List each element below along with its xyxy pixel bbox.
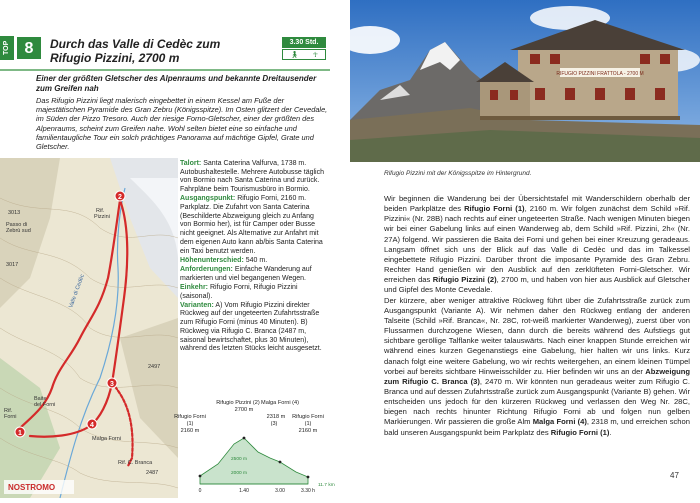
einkehr-text: Rifugio Forni, Rifugio Pizzini (saisonal). [180, 283, 298, 300]
map-label-branca: Rif. C. Branca [118, 460, 153, 466]
map-label-forni: Forni [4, 414, 17, 420]
map-label-baite-2: del Forni [34, 402, 56, 408]
waypoint-2: 2 [118, 194, 122, 201]
body-part-6: Abzweigung zum Rifugio C. Branca (3) [384, 366, 690, 386]
intro-text: Das Rifugio Pizzini liegt malerisch eingebettet in einem Kessel am Fuße der majestätischen Pyramide des Gran Zebru (Königsspitze). Im Osten glitzert der Cevedale, im Süden der Pizzo Tresoro. Auch der riesige Forno-Gletscher, einer der größten des Alpenraums, scheint zum Greifen nahe. Wohl selten bietet eine so einfache und familientaugliche Tour ein solch prächtiges Panorama auf mächtige Gipfel, Grate und Gletscher. [36, 96, 328, 152]
body-part-0: Wir beginnen die Wanderung bei der Übersichtstafel mit Wanderschildern oberhalb der beiden Parkplätze des [384, 194, 690, 214]
route-map [0, 158, 178, 498]
map-label-baite: Baite [34, 396, 47, 402]
route-description [384, 194, 690, 438]
profile-label-1-name: Rifugio Pizzini (2) [216, 400, 260, 406]
profile-label-3-elev: 2160 m [298, 428, 318, 434]
tour-icons [282, 49, 326, 60]
header-divider [0, 69, 330, 71]
body-part-9: , 2318 m, und erreichen schon bald unseren Ausgangspunkt beim Parkplatz des [384, 417, 690, 437]
map-label-passo-2: Zebrù sud [6, 228, 31, 234]
profile-area [200, 438, 308, 484]
varianten-text-b: B) Rückweg via Rifugio C. Branca (2487 m, saisonal bewirtschaftet, plus 30 Minuten), während des letzten Stücks leicht ausgesetzt. [180, 319, 322, 353]
body-part-1: Rifugio Forni (1) [464, 204, 525, 214]
waypoint-4: 4 [90, 422, 94, 429]
hoehen-text: 540 m. [245, 256, 268, 264]
body-part-2: , 2160 m. Wir folgen zunächst dem Schild »Rif. Pizzini« (Nr. 28B) nach rechts auf einer ungeteerten Straße. Nach wenigen Minuten biegen wir bei einer Gabelung links auf einen Wanderweg ab, dem Schild »Rif. Pizzini, 2h« (Nr. 27A) folgend. Wir passieren die Baita dei Forni und gehen bei einer Kreuzung geradeaus. Langsam öffnet sich uns der Blick auf das Valle di Cedèc und das im Talkessel eingebettete Rifugio Pizzini. Darüber thront die imposante Pyramide des Gran Zebru. Rechter Hand genießen wir den Ausblick auf den zerklüfteten Forni-Gletscher. Wir erreichen das [384, 204, 690, 285]
photo-caption: Rifugio Pizzini mit der Königsspitze im Hintergrund. [384, 170, 532, 177]
profile-label-2-num: (3) [270, 421, 278, 427]
map-label-3017: 3017 [6, 262, 19, 268]
map-label-pizzini: Rif. [96, 208, 105, 214]
talort-text: Santa Caterina Valfurva, 1738 m. Autobushaltestelle. Mehrere Autobusse täglich von Bormio nach Santa Caterina und zurück. Fahrpläne beim Tourismusbüro in Bormio. [180, 160, 324, 194]
varianten-label: Varianten: [180, 301, 214, 309]
einkehr-label: Einkehr: [180, 283, 209, 291]
top-tag: TOP [0, 36, 14, 60]
map-label-rif: Rif. [4, 408, 13, 414]
right-page [350, 0, 700, 498]
map-label-passo: Passo di [6, 222, 28, 228]
hiker-icon: 🚶︎ [289, 51, 299, 59]
tour-number: 8 [16, 36, 42, 60]
hut-sign: RIFUGIO PIZZINI FRATTOLA - 2700 M [556, 71, 644, 77]
tour-title [50, 37, 270, 65]
profile-label-1-elev: 2700 m [234, 407, 254, 413]
map-label-3013: 3013 [8, 210, 21, 216]
talort-label: Talort: [180, 160, 202, 167]
map-label-2487: 2487 [146, 470, 159, 476]
family-icon: ☥ [312, 51, 319, 59]
tour-title-line1: Durch das Valle di Cedèc zum [50, 37, 221, 51]
profile-label-3-num: (1) [304, 421, 312, 427]
body-part-7: , 2470 m. Wir könnten nun geradeaus weiter zum Rifugio C. Branca und auf dessen Zufahrtsstraße zurück zum Ausgangspunkt (Variante B) gehen. Wir entscheiden uns jedoch für den kürzeren Rückweg und verlassen den Weg Nr. 28C, biegen nach rechts hinunter Richtung Rifugio Forni ab und folgen nun gelben Markierungen. Wir passieren die große Alm [384, 376, 690, 427]
profile-distance: 11.7 km [318, 483, 335, 488]
profile-label-3-name: Rifugio Forni [292, 414, 324, 420]
elevation-profile [174, 398, 335, 498]
map-label-valle: Valle di Cedèc [68, 273, 86, 309]
body-part-10: Rifugio Forni (1) [550, 427, 610, 437]
info-column [180, 160, 326, 354]
body-part-3: Rifugio Pizzini (2) [432, 275, 497, 285]
body-part-5: Der kürzere, aber weniger attraktive Rückweg führt über die Zufahrtsstraße zurück zum Ausgangspunkt (Variante A). Wir nehmen daher den Rückweg entlang der anderen Talseite (Schild »Rif. Branca«, Nr. 28C, rot-weiß markierter Wanderweg), zuerst über von Flussarmen durchzogene Wiesen, dann durch die bereits während des Aufstiegs gut sichtbare geröllige Talflanke weiter talauswärts. Nach einer knappen Stunde erreichen wir während eines kurzen Gegenanstiegs eine Gabelung, hier halten wir uns links. Kurz danach folgt eine weitere Gabelung, wo wir rechts weitergehen, an einem kleinen Tümpel vorbei auf bereits sichtbare Hinweisschilder zu. Hier befinden wir uns an der [384, 295, 690, 376]
hoehen-label: Höhenunterschied: [180, 256, 244, 264]
map-logo: NOSTROMO [8, 483, 56, 492]
route-map-svg [0, 158, 178, 498]
profile-label-2-elev: 2318 m [266, 414, 286, 420]
profile-xtick-3: 3.30 h [301, 488, 315, 494]
map-label-2497: 2497 [148, 364, 161, 370]
map-label-pizzini-2: Pizzini [94, 214, 110, 220]
left-page [0, 0, 350, 498]
ausgang-label: Ausgangspunkt: [180, 195, 236, 203]
anforderungen-text: Einfache Wanderung auf markierten und viel begangenen Wegen. [180, 265, 312, 282]
waypoint-1: 1 [18, 430, 22, 437]
duration-badge: 3.30 Std. [282, 37, 326, 48]
body-part-4: , 2700 m, und haben von hier aus Ausblick auf Gletscher und Gipfel des Monte Cevedale. [384, 275, 691, 295]
tour-title-line2: Rifugio Pizzini, 2700 m [50, 51, 180, 65]
body-part-8: Malga Forni (4) [532, 417, 587, 427]
waypoint-3: 3 [110, 381, 114, 388]
map-label-malga: Malga Forni [92, 436, 122, 442]
profile-label-0-name: Rifugio Forni [174, 414, 206, 420]
lead-text: Einer der größten Gletscher des Alpenraums und bekannte Dreitausender zum Greifen nah [36, 74, 317, 93]
hut-photo [350, 0, 700, 162]
tour-header [0, 36, 330, 72]
profile-ytick-2000: 2000 m [231, 471, 247, 476]
body-part-11: . [609, 427, 612, 437]
profile-xtick-1: 1.40 [239, 488, 249, 494]
profile-ytick-2500: 2500 m [231, 457, 247, 462]
profile-label-0-num: (1) [186, 421, 194, 427]
hut-photo-svg [350, 0, 700, 162]
profile-xtick-2: 3.00 [275, 488, 285, 494]
ausgang-text: Rifugio Forni, 2160 m. Parkplatz. Die Zufahrt von Santa Caterina (Beschilderte Abzweigung gleich zu Anfang von Bormio her), ist für Camper oder Busse nicht geeignet. Als Alternative zur Anfahrt mit dem eigenen Auto kann ab/bis Santa Caterina ein Taxi benutzt werden. [180, 195, 323, 255]
profile-label-0-elev: 2160 m [180, 428, 200, 434]
varianten-text-a: A) Vom Rifugio Pizzini direkter Rückweg auf der ungeteerten Zufahrtsstraße zum Rifugio Forni (minus 40 Minuten). [180, 301, 320, 327]
profile-label-2-name: Malga Forni (4) [261, 400, 299, 406]
anforderungen-label: Anforderungen: [180, 265, 233, 273]
profile-xtick-0: 0 [198, 488, 202, 494]
elevation-profile-svg [174, 398, 335, 498]
page-number: 47 [670, 471, 679, 480]
